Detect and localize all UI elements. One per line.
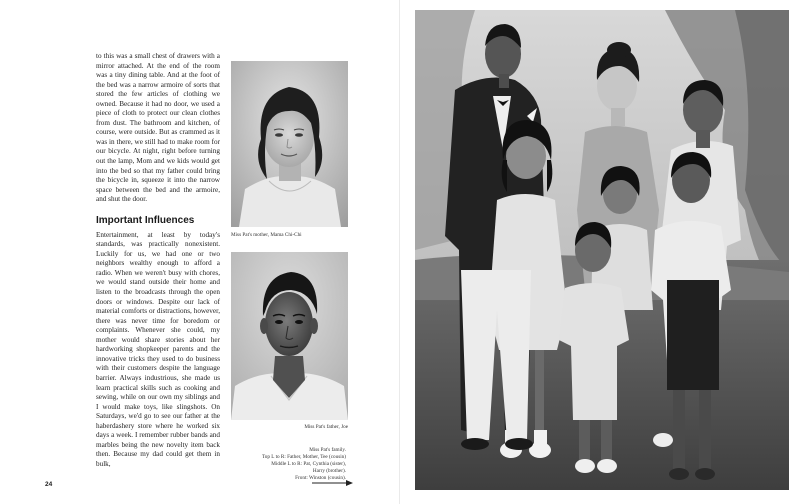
section-heading: Important Influences [96, 214, 195, 226]
body-text-column [96, 52, 220, 469]
family-photo [415, 10, 789, 490]
father-portrait-image [231, 252, 348, 420]
mother-caption: Miss Pat's mother, Mama Chi-Chi [231, 232, 302, 238]
caption-line: Miss Pat's family. [309, 447, 346, 453]
page-number: 24 [45, 481, 53, 488]
mother-portrait-photo [231, 61, 348, 227]
family-photo-caption [240, 447, 346, 482]
paragraph: Entertainment, at least by today's standards, was practically nonexistent. Luckily for us, we had one or two neighbors wealthy enough to afford a radio. When we weren't busy with chores, we would stand outside their home and listen to the broadcasts through the open doors or windows. Despite our lack of material comforts or distractions, however, there was never time for boredom or complaints. Whenever she could, my mother would share stories about her hardworking shopkeeper parents and the innovative tricks they used to do business with their customers despite the language barrier. Always industrious, she made us learn practical skills such as cooking and sewing, while on our own my siblings and I would make toys, like slingshots. On Saturdays, we'd go to see our father at the haberdashery store where he worked six days a week. I remember rubber bands and marbles being the new novelty item back then. Because my dad could get them in bulk, [96, 230, 220, 468]
caption-line: Harry (brother). [312, 468, 346, 474]
caption-line: Middle L to R: Pat, Cynthia (sister), [271, 461, 346, 467]
paragraph: to this was a small chest of drawers with a mirror attached. At the end of the room was a tiny dining table. And at the foot of the bed was a narrow armoire of sorts that stored the few articles of clothing we owned. Because it had no door, we used a piece of cloth to protect our clean clothes from dust. The bathroom and kitchen, of course, were outside. But as crammed as it was in there, we still had to make room for our bicycle. At night, right before turning out the lamp, Mom and we kids would get into the bed so that my father could bring the bicycle in, squeeze it into the narrow space between the bed and the armoire, and shut the door. [96, 52, 220, 204]
father-portrait-photo [231, 252, 348, 420]
family-photo-image [415, 10, 789, 490]
caption-line: Front: Winston (cousin). [295, 475, 346, 481]
right-page [400, 0, 800, 504]
right-arrow-icon [312, 479, 354, 487]
mother-portrait-image [231, 61, 348, 227]
caption-line: Top L to R: Father, Mother, Tee (cousin) [262, 454, 346, 460]
father-caption: Miss Pat's father, Joe [304, 424, 348, 430]
